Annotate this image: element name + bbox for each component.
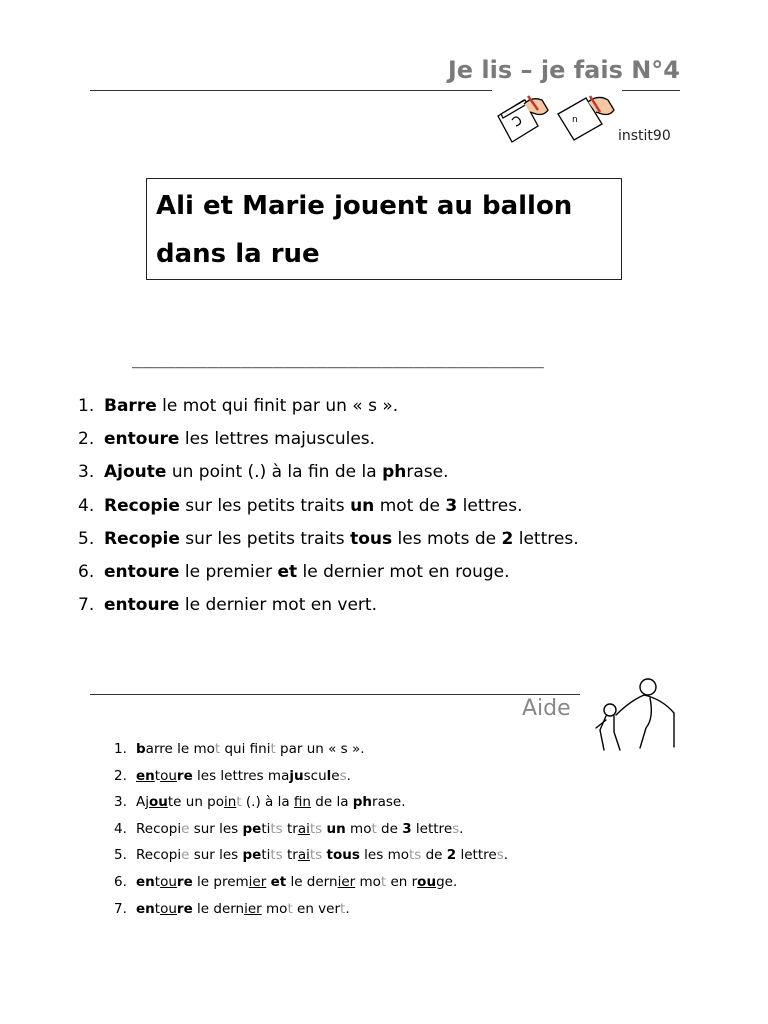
help-item-text: t (236, 794, 242, 811)
help-item-text: re (176, 900, 193, 917)
instruction-item-text: Barre (104, 396, 157, 416)
sentence-line-2: dans la rue (156, 239, 320, 269)
help-item-text: pe (242, 820, 262, 837)
help-item-number: 6. (114, 873, 127, 890)
help-item-text: les lettres ma (192, 767, 290, 784)
help-item-text: de la (310, 794, 353, 811)
instruction-item-text: ph (382, 462, 407, 483)
help-item-text: ju (289, 767, 304, 784)
help-item-text: et (270, 873, 287, 890)
instruction-item-number: 3. (78, 462, 95, 483)
help-item-text: t (380, 873, 387, 890)
instruction-item-text: un point (.) à la fin de la (166, 462, 383, 483)
help-item-text: ts (270, 820, 283, 837)
help-item-text: . (346, 767, 351, 784)
help-item-text: ts (309, 820, 323, 837)
help-item-text: un (326, 820, 346, 837)
help-item-number: 5. (114, 847, 127, 864)
help-item-text: ou (149, 794, 168, 811)
help-item-text: ai (297, 820, 310, 837)
instruction-item-text: le mot qui finit par un « s ». (156, 396, 399, 416)
help-item-text: en ver (292, 900, 341, 917)
help-item-text: 2 (446, 847, 457, 864)
instruction-item-number: 1. (78, 396, 95, 416)
help-item-number: 7. (114, 900, 127, 917)
instruction-item-number: 5. (78, 528, 95, 549)
instruction-list (78, 392, 579, 624)
help-item-text: lettre (456, 847, 497, 864)
help-item-text: t (214, 741, 221, 757)
help-divider (90, 694, 580, 695)
help-item-text: pe (242, 847, 262, 864)
instruction-item-text: un (350, 495, 375, 516)
help-list (114, 738, 508, 924)
help-item-text: ts (270, 847, 283, 864)
help-item-text: ou (160, 873, 177, 890)
help-item-text: . (345, 900, 350, 917)
helper-figure-icon (590, 670, 690, 754)
writing-hand-icon (558, 96, 614, 140)
instruction-item-text: entoure (104, 561, 180, 582)
sentence-line-1: Ali et Marie jouent au ballon (156, 191, 573, 221)
help-item-text: e (181, 820, 190, 837)
title-underline-right (622, 90, 680, 91)
instruction-item (78, 425, 579, 458)
help-item-text: qui fini (220, 741, 271, 757)
help-item-text: en (136, 767, 155, 784)
help-item-text: en (136, 873, 155, 890)
help-item-text: tr (282, 847, 298, 864)
help-item-text: e (181, 847, 190, 864)
instruction-item (78, 492, 579, 525)
help-item-text: l (326, 767, 332, 784)
instruction-item (78, 591, 579, 624)
instruction-item-text: lettres. (457, 495, 523, 516)
help-item-text: rase. (372, 794, 406, 811)
help-item-text: de (376, 820, 403, 837)
help-item-text: mo (261, 900, 288, 917)
help-item-text: mo (345, 820, 372, 837)
instruction-item-text: mot de (374, 495, 446, 516)
help-item-text: . (503, 847, 509, 864)
help-item-text: Recopi (136, 847, 182, 864)
help-item-text: Aj (136, 794, 149, 811)
help-item-number: 1. (114, 741, 127, 757)
instruction-item-text: tous (350, 528, 393, 549)
instruction-item (78, 558, 579, 591)
instruction-item-text: entoure (104, 429, 180, 450)
instruction-item-number: 2. (78, 429, 95, 450)
help-item-text: s (452, 820, 460, 837)
help-item-text: scu (303, 767, 327, 784)
help-item-text: s (339, 767, 347, 784)
help-item-text: les mo (359, 847, 409, 864)
help-item-text: le dern (286, 873, 338, 890)
instruction-item-text: 3 (445, 495, 458, 516)
read-and-write-pictograms (494, 92, 622, 146)
help-item-text: . (459, 820, 464, 837)
help-item-text: ou (417, 873, 437, 890)
instruction-item-text: Recopie (104, 528, 180, 549)
svg-text:n: n (572, 115, 578, 125)
help-item (114, 898, 508, 925)
help-item (114, 871, 508, 898)
instruction-item-text: entoure (104, 595, 180, 616)
help-item-text: s (496, 847, 504, 864)
author-credit: instit90 (618, 128, 671, 144)
instruction-item-text: lettres. (513, 528, 579, 549)
help-item-text: 3 (402, 820, 412, 837)
help-item-text: le prem (192, 873, 249, 890)
help-item-text: e (331, 767, 340, 784)
help-item-text: t (287, 900, 293, 917)
help-item-text: t (371, 820, 377, 837)
help-item-number: 3. (114, 794, 127, 811)
help-item (114, 765, 508, 792)
help-item-text: ier (244, 900, 262, 917)
help-item-text: te un po (167, 794, 225, 811)
help-item-text: par un « s ». (275, 741, 365, 757)
instruction-item (78, 392, 579, 425)
reading-hand-icon (498, 96, 548, 142)
help-item (114, 844, 508, 871)
instruction-item-text: et (277, 561, 298, 582)
help-item-text: ph (352, 794, 373, 811)
help-item-text: en (136, 900, 155, 917)
help-item-text: t (154, 873, 161, 890)
help-item-text: ti (261, 820, 271, 837)
help-item-number: 2. (114, 767, 127, 784)
instruction-item-text: sur les petits traits (179, 528, 351, 549)
instruction-item-text: les lettres majuscules. (179, 429, 376, 450)
reading-sentence (156, 182, 626, 278)
help-item-number: 4. (114, 820, 127, 837)
instruction-item-text: le dernier mot en rouge. (297, 561, 510, 582)
help-item-text: ts (309, 847, 323, 864)
help-item-text: b (136, 741, 146, 757)
help-item-text: t (270, 741, 276, 757)
help-item-text: ts (408, 847, 422, 864)
help-item-text: de (421, 847, 447, 864)
help-item-text: re (176, 767, 193, 784)
help-label: Aide (522, 696, 571, 721)
help-item-text: ge. (436, 873, 458, 890)
help-item-text: t (154, 900, 161, 917)
help-item-text: fin (293, 794, 311, 811)
worksheet-title: Je lis – je fais N°4 (447, 56, 680, 84)
help-item-text: in (224, 794, 237, 811)
instruction-item-text: le dernier mot en vert. (179, 595, 377, 616)
help-item-text: le dern (192, 900, 245, 917)
instruction-item-number: 4. (78, 495, 95, 516)
help-item-text: mo (355, 873, 381, 890)
instruction-item-text: les mots de (392, 528, 502, 549)
help-item-text: arre le mo (145, 741, 215, 757)
instruction-item (78, 525, 579, 558)
help-item-text: ai (297, 847, 310, 864)
instruction-item-number: 7. (78, 595, 95, 616)
instruction-item-text: le premier (179, 561, 278, 582)
help-item (114, 791, 508, 818)
help-item-text: ti (261, 847, 271, 864)
title-underline (90, 90, 492, 91)
instruction-item-number: 6. (78, 561, 95, 582)
help-item-text: t (340, 900, 346, 917)
help-item-text: t (154, 767, 161, 784)
instruction-item-text: rase. (406, 462, 449, 483)
help-item-text: sur les (189, 820, 243, 837)
help-item (114, 818, 508, 845)
help-item-text: (.) à la (241, 794, 294, 811)
instruction-item-text: Ajoute (104, 462, 167, 483)
instruction-item-text: Recopie (104, 495, 180, 516)
help-item-text: ier (248, 873, 267, 890)
help-item-text: sur les (189, 847, 243, 864)
help-item-text: re (176, 873, 193, 890)
help-item-text: tr (282, 820, 298, 837)
instruction-item-text: 2 (501, 528, 514, 549)
help-item-text: lettre (411, 820, 453, 837)
help-item-text: ou (160, 767, 177, 784)
help-item-text: Recopi (136, 820, 182, 837)
help-item-text: tous (326, 847, 360, 864)
help-item-text: ou (160, 900, 177, 917)
help-item-text: ier (337, 873, 356, 890)
help-item-text: en r (386, 873, 418, 890)
answer-line[interactable]: ______________________________________ (132, 348, 544, 369)
help-item (114, 738, 508, 765)
instruction-item-text: sur les petits traits (179, 495, 351, 516)
instruction-item (78, 458, 579, 491)
